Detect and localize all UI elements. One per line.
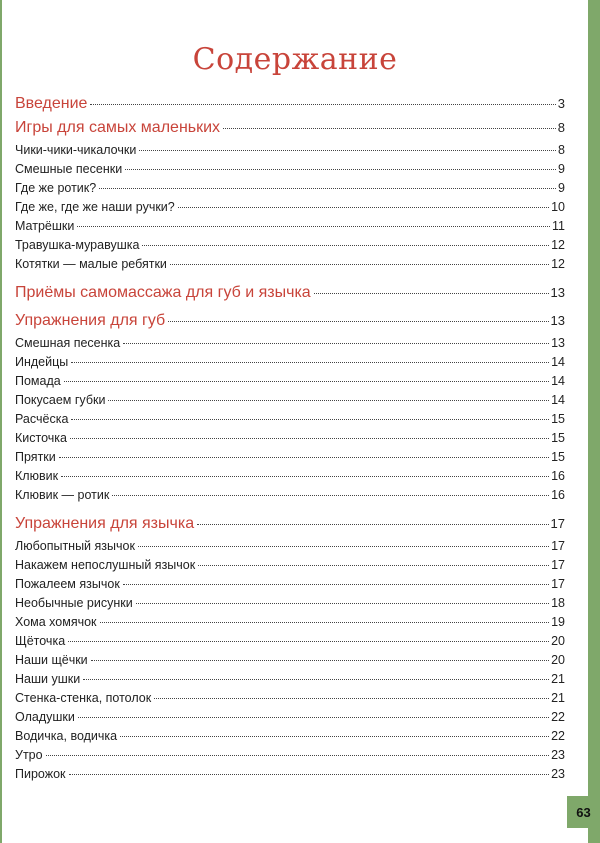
table-of-contents: [15, 95, 565, 786]
toc-entry-title: Хома хомячок: [15, 615, 97, 629]
toc-entry-page: 12: [551, 238, 565, 252]
toc-entry-title: Игры для самых маленьких: [15, 119, 221, 136]
toc-entry-page: 15: [551, 431, 565, 445]
toc-entry-page: 22: [551, 710, 565, 724]
toc-entry-title: Оладушки: [15, 710, 75, 724]
dot-leader: [125, 169, 556, 170]
toc-entry-page: 8: [557, 120, 565, 135]
dot-leader: [61, 476, 549, 477]
toc-entry: [15, 412, 565, 431]
toc-entry-title: Расчёска: [15, 412, 69, 426]
toc-entry-page: 15: [551, 412, 565, 426]
toc-entry-page: 21: [551, 672, 565, 686]
toc-entry: [15, 634, 565, 653]
toc-entry-title: Приёмы самомассажа для губ и язычка: [15, 284, 311, 301]
toc-entry-page: 17: [551, 577, 565, 591]
dot-leader: [100, 622, 550, 623]
dot-leader: [120, 736, 549, 737]
toc-section-heading: [15, 119, 565, 143]
toc-entry-title: Котятки — малые ребятки: [15, 257, 167, 271]
toc-entry-title: Смешные песенки: [15, 162, 123, 176]
toc-entry: [15, 374, 565, 393]
toc-section-heading: [15, 312, 565, 336]
dot-leader: [139, 150, 556, 151]
toc-entry-page: 14: [551, 374, 565, 388]
dot-leader: [108, 400, 549, 401]
dot-leader: [112, 495, 549, 496]
toc-entry-page: 17: [550, 516, 565, 531]
toc-entry-page: 23: [551, 748, 565, 762]
toc-entry-page: 19: [551, 615, 565, 629]
dot-leader: [154, 698, 549, 699]
toc-entry-title: Клювик: [15, 469, 59, 483]
toc-entry: [15, 710, 565, 729]
toc-entry-title: Введение: [15, 95, 88, 112]
toc-entry: [15, 257, 565, 276]
toc-entry-page: 12: [551, 257, 565, 271]
toc-entry-page: 11: [552, 219, 565, 233]
toc-entry-page: 10: [551, 200, 565, 214]
toc-entry-title: Накажем непослушный язычок: [15, 558, 196, 572]
toc-entry-title: Где же, где же наши ручки?: [15, 200, 175, 214]
toc-entry-title: Кисточка: [15, 431, 67, 445]
toc-entry-page: 14: [551, 355, 565, 369]
toc-entry-title: Пожалеем язычок: [15, 577, 120, 591]
toc-entry-title: Наши щёчки: [15, 653, 88, 667]
toc-entry: [15, 450, 565, 469]
dot-leader: [138, 546, 549, 547]
toc-entry-title: Смешная песенка: [15, 336, 121, 350]
dot-leader: [69, 774, 550, 775]
toc-entry-title: Любопытный язычок: [15, 539, 135, 553]
toc-entry-title: Водичка, водичка: [15, 729, 118, 743]
dot-leader: [197, 524, 548, 525]
toc-entry-title: Клювик — ротик: [15, 488, 110, 502]
toc-entry: [15, 672, 565, 691]
page: [2, 0, 588, 843]
toc-entry-title: Стенка-стенка, потолок: [15, 691, 152, 705]
toc-entry-title: Чики-чики-чикалочки: [15, 143, 137, 157]
toc-entry: [15, 653, 565, 672]
toc-entry: [15, 539, 565, 558]
toc-entry: [15, 431, 565, 450]
dot-leader: [46, 755, 550, 756]
toc-entry-page: 13: [551, 336, 565, 350]
dot-leader: [168, 321, 548, 322]
dot-leader: [136, 603, 549, 604]
toc-entry: [15, 162, 565, 181]
dot-leader: [64, 381, 549, 382]
dot-leader: [77, 226, 550, 227]
dot-leader: [99, 188, 556, 189]
toc-entry-title: Упражнения для губ: [15, 312, 166, 329]
page-number: 63: [567, 796, 600, 828]
toc-section-heading: [15, 284, 565, 308]
toc-entry-page: 16: [551, 469, 565, 483]
toc-entry: [15, 767, 565, 786]
dot-leader: [68, 641, 549, 642]
toc-entry-page: 13: [550, 285, 565, 300]
toc-entry: [15, 336, 565, 355]
toc-entry-title: Наши ушки: [15, 672, 81, 686]
toc-entry-page: 9: [558, 181, 565, 195]
dot-leader: [90, 104, 555, 105]
toc-entry-page: 17: [551, 539, 565, 553]
toc-entry-title: Индейцы: [15, 355, 69, 369]
toc-entry: [15, 355, 565, 374]
page-title: Содержание: [192, 42, 398, 77]
toc-entry-page: 8: [558, 143, 565, 157]
dot-leader: [123, 584, 549, 585]
dot-leader: [83, 679, 549, 680]
toc-entry: [15, 729, 565, 748]
toc-entry: [15, 596, 565, 615]
toc-entry: [15, 748, 565, 767]
toc-entry-title: Матрёшки: [15, 219, 75, 233]
toc-entry-title: Упражнения для язычка: [15, 515, 195, 532]
dot-leader: [142, 245, 549, 246]
toc-entry: [15, 469, 565, 488]
toc-entry: [15, 558, 565, 577]
toc-entry-title: Утро: [15, 748, 43, 762]
toc-entry: [15, 615, 565, 634]
toc-entry-page: 14: [551, 393, 565, 407]
dot-leader: [223, 128, 556, 129]
toc-entry-page: 15: [551, 450, 565, 464]
dot-leader: [71, 419, 549, 420]
toc-entry-page: 20: [551, 634, 565, 648]
toc-entry-title: Где же ротик?: [15, 181, 97, 195]
dot-leader: [123, 343, 549, 344]
toc-entry-page: 18: [551, 596, 565, 610]
toc-entry: [15, 143, 565, 162]
toc-entry: [15, 181, 565, 200]
toc-entry-page: 16: [551, 488, 565, 502]
toc-entry-title: Прятки: [15, 450, 56, 464]
toc-entry-page: 3: [557, 96, 565, 111]
dot-leader: [91, 660, 549, 661]
dot-leader: [71, 362, 549, 363]
toc-entry-title: Покусаем губки: [15, 393, 106, 407]
toc-entry: [15, 200, 565, 219]
toc-entry: [15, 219, 565, 238]
dot-leader: [170, 264, 549, 265]
toc-entry-title: Травушка-муравушка: [15, 238, 140, 252]
toc-entry-page: 22: [551, 729, 565, 743]
dot-leader: [59, 457, 549, 458]
dot-leader: [78, 717, 549, 718]
toc-entry-page: 13: [550, 313, 565, 328]
toc-entry: [15, 238, 565, 257]
toc-entry-title: Пирожок: [15, 767, 66, 781]
toc-entry: [15, 393, 565, 412]
toc-entry-title: Щёточка: [15, 634, 66, 648]
toc-section-heading: [15, 95, 565, 119]
dot-leader: [198, 565, 549, 566]
toc-entry-page: 20: [551, 653, 565, 667]
dot-leader: [178, 207, 549, 208]
toc-entry-page: 21: [551, 691, 565, 705]
dot-leader: [314, 293, 549, 294]
toc-entry-page: 17: [551, 558, 565, 572]
toc-entry: [15, 577, 565, 596]
toc-section-heading: [15, 515, 565, 539]
toc-entry-title: Необычные рисунки: [15, 596, 133, 610]
dot-leader: [70, 438, 549, 439]
toc-entry-page: 9: [558, 162, 565, 176]
toc-entry: [15, 488, 565, 507]
toc-entry: [15, 691, 565, 710]
toc-entry-title: Помада: [15, 374, 61, 388]
toc-entry-page: 23: [551, 767, 565, 781]
